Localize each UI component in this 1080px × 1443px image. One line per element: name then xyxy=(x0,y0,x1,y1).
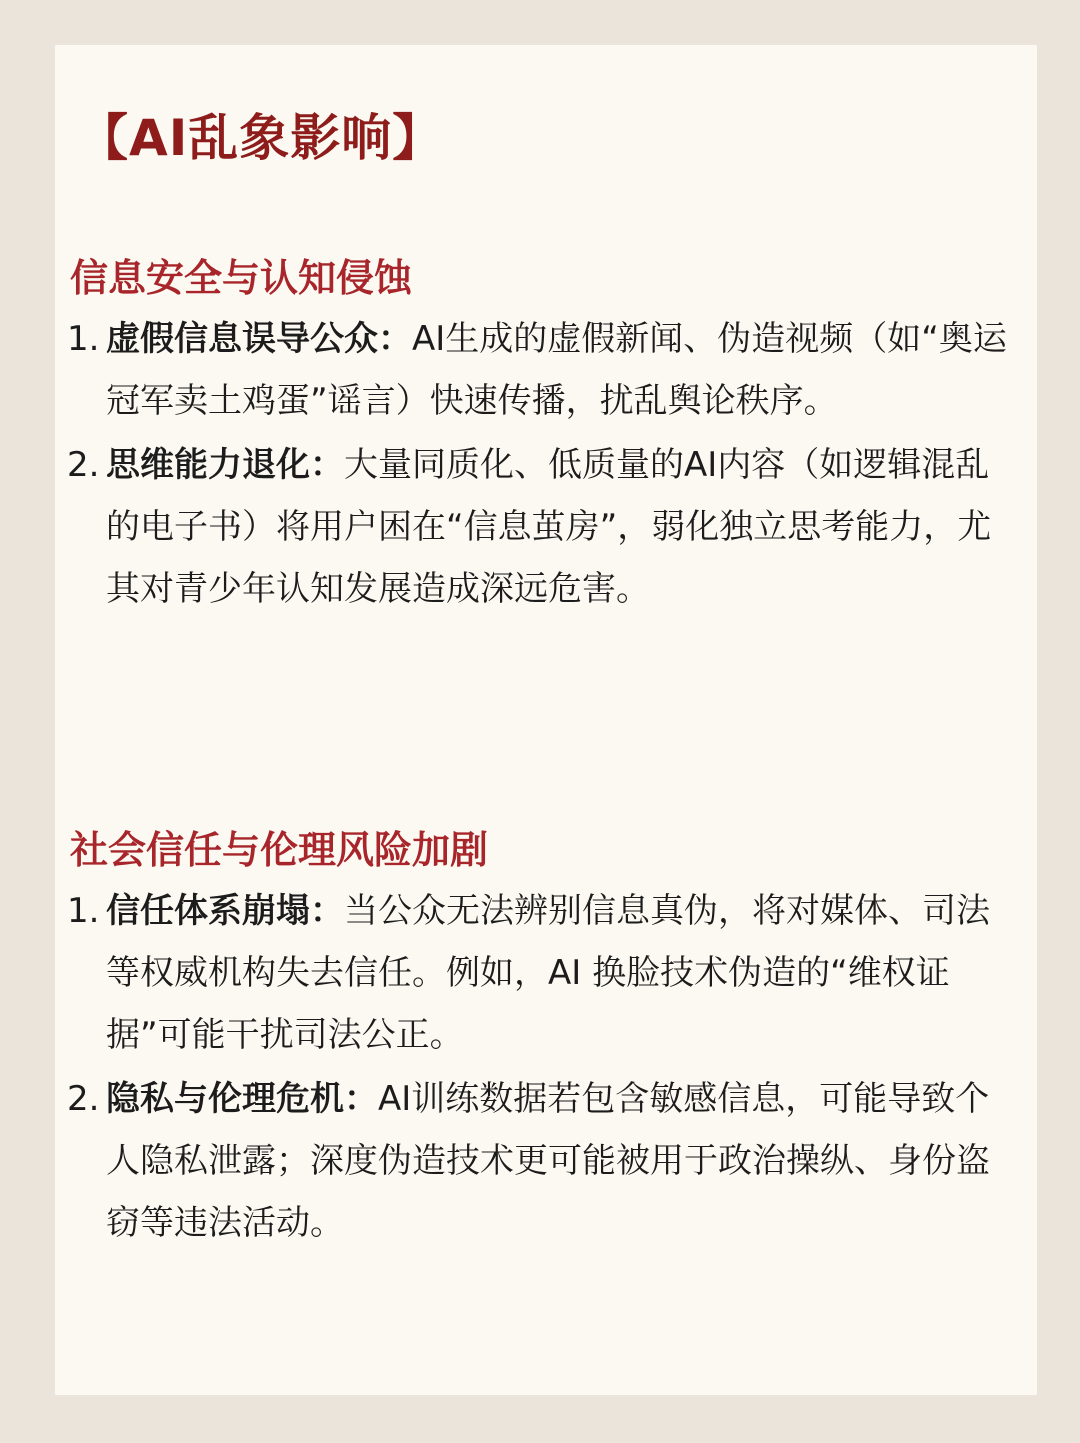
list-item-text: 当公众无法辨别信息真伪，将对媒体、司法等权威机构失去信任。例如，AI 换脸技术伪造的“维权证据”可能干扰司法公正。 xyxy=(106,891,990,1055)
list-item-text: AI生成的虚假新闻、伪造视频（如“奥运冠军卖土鸡蛋”谣言）快速传播，扰乱舆论秩序。 xyxy=(106,319,1007,421)
list-item-label: 虚假信息误导公众： xyxy=(106,319,412,359)
list-item-label: 思维能力退化： xyxy=(106,445,344,485)
list-item-number: 2. xyxy=(67,445,100,485)
list-item-text: 大量同质化、低质量的AI内容（如逻辑混乱的电子书）将用户困在“信息茧房”，弱化独立思考能力，尤其对青少年认知发展造成深远危害。 xyxy=(106,445,992,609)
list-item-label: 隐私与伦理危机： xyxy=(106,1079,378,1119)
list-item-number: 1. xyxy=(67,319,100,359)
list-item xyxy=(67,880,1010,1066)
list-item xyxy=(67,434,1010,620)
list-item-number: 2. xyxy=(67,1079,100,1119)
list-item xyxy=(67,1068,1010,1254)
list-item-text: AI训练数据若包含敏感信息，可能导致个人隐私泄露；深度伪造技术更可能被用于政治操纵、身份盗窃等违法活动。 xyxy=(106,1079,990,1243)
list-item xyxy=(67,308,1010,432)
section-heading: 社会信任与伦理风险加剧 xyxy=(70,828,489,872)
list-item-label: 信任体系崩塌： xyxy=(106,891,344,931)
section-heading: 信息安全与认知侵蚀 xyxy=(70,256,413,300)
page-title: 【AI乱象影响】 xyxy=(78,109,444,167)
section-social-trust xyxy=(67,822,1010,1254)
list-item-number: 1. xyxy=(67,891,100,931)
section-information-security xyxy=(67,250,1010,620)
